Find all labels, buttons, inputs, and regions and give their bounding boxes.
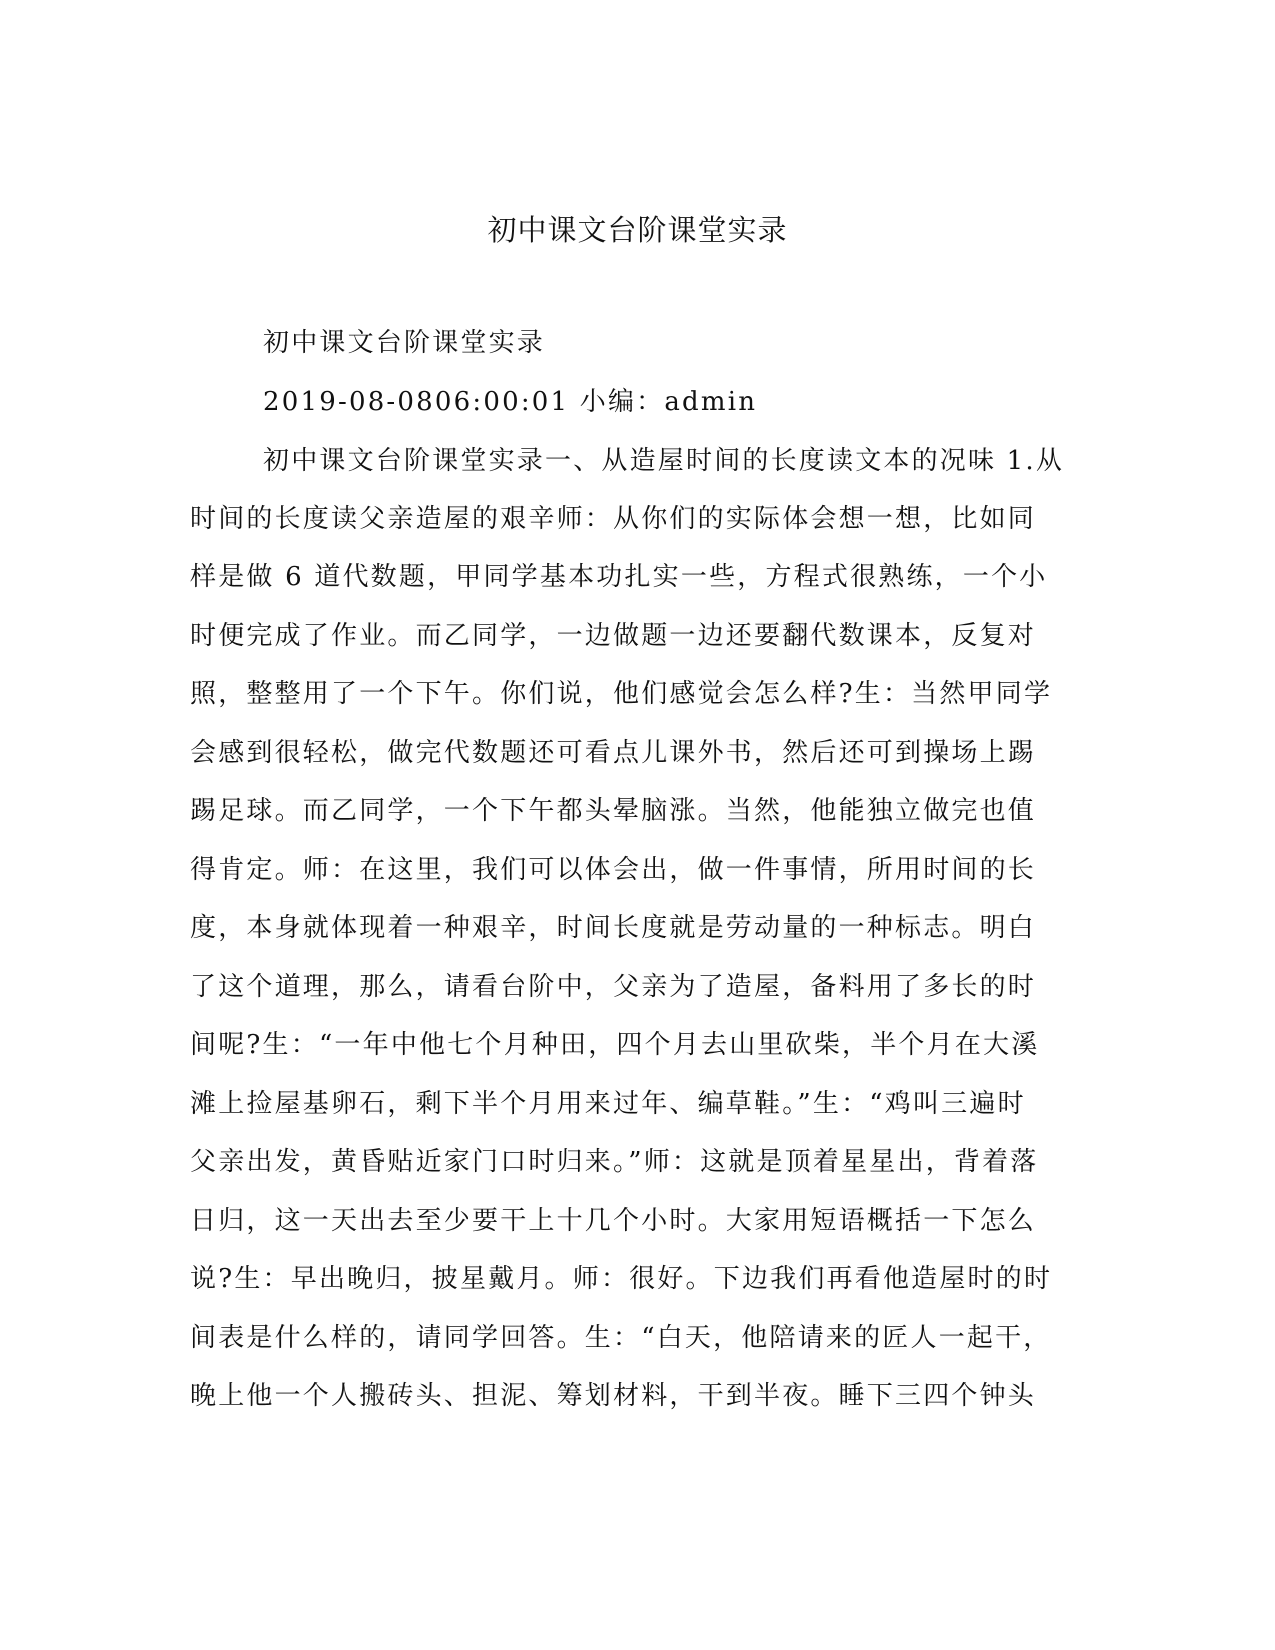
- document-meta-line: 2019-08-0806:00:01 小编：admin: [263, 387, 758, 417]
- body-line: 间表是什么样的，请同学回答。生：“白天，他陪请来的匠人一起干，: [190, 1323, 1052, 1353]
- body-line: 了这个道理，那么，请看台阶中，父亲为了造屋，备料用了多长的时: [190, 972, 1037, 1002]
- body-line: 滩上捡屋基卵石，剩下半个月用来过年、编草鞋。”生：“鸡叫三遍时: [190, 1089, 1026, 1119]
- body-line: 日归，这一天出去至少要干上十几个小时。大家用短语概括一下怎么: [190, 1206, 1037, 1236]
- body-line: 度，本身就体现着一种艰辛，时间长度就是劳动量的一种标志。明白: [190, 913, 1037, 943]
- body-line: 踢足球。而乙同学，一个下午都头晕脑涨。当然，他能独立做完也值: [190, 796, 1037, 826]
- body-line: 晚上他一个人搬砖头、担泥、筹划材料，干到半夜。睡下三四个钟头: [190, 1381, 1037, 1411]
- body-line: 会感到很轻松，做完代数题还可看点儿课外书，然后还可到操场上踢: [190, 738, 1037, 768]
- body-line: 时间的长度读父亲造屋的艰辛师：从你们的实际体会想一想，比如同: [190, 504, 1037, 534]
- body-line: 父亲出发，黄昏贴近家门口时归来。”师：这就是顶着星星出，背着落: [190, 1147, 1039, 1177]
- document-title: 初中课文台阶课堂实录: [487, 213, 788, 247]
- body-line: 得肯定。师：在这里，我们可以体会出，做一件事情，所用时间的长: [190, 855, 1037, 885]
- body-line: 初中课文台阶课堂实录一、从造屋时间的长度读文本的况味 1.从: [263, 446, 1065, 476]
- body-line: 时便完成了作业。而乙同学，一边做题一边还要翻代数课本，反复对: [190, 621, 1037, 651]
- body-line: 照，整整用了一个下午。你们说，他们感觉会怎么样?生：当然甲同学: [190, 679, 1053, 709]
- body-line: 间呢?生：“一年中他七个月种田，四个月去山里砍柴，半个月在大溪: [190, 1030, 1040, 1060]
- body-line: 样是做 6 道代数题，甲同学基本功扎实一些，方程式很熟练，一个小: [190, 562, 1048, 592]
- body-line: 说?生：早出晚归，披星戴月。师：很好。下边我们再看他造屋时的时: [190, 1264, 1053, 1294]
- document-subtitle: 初中课文台阶课堂实录: [263, 328, 546, 358]
